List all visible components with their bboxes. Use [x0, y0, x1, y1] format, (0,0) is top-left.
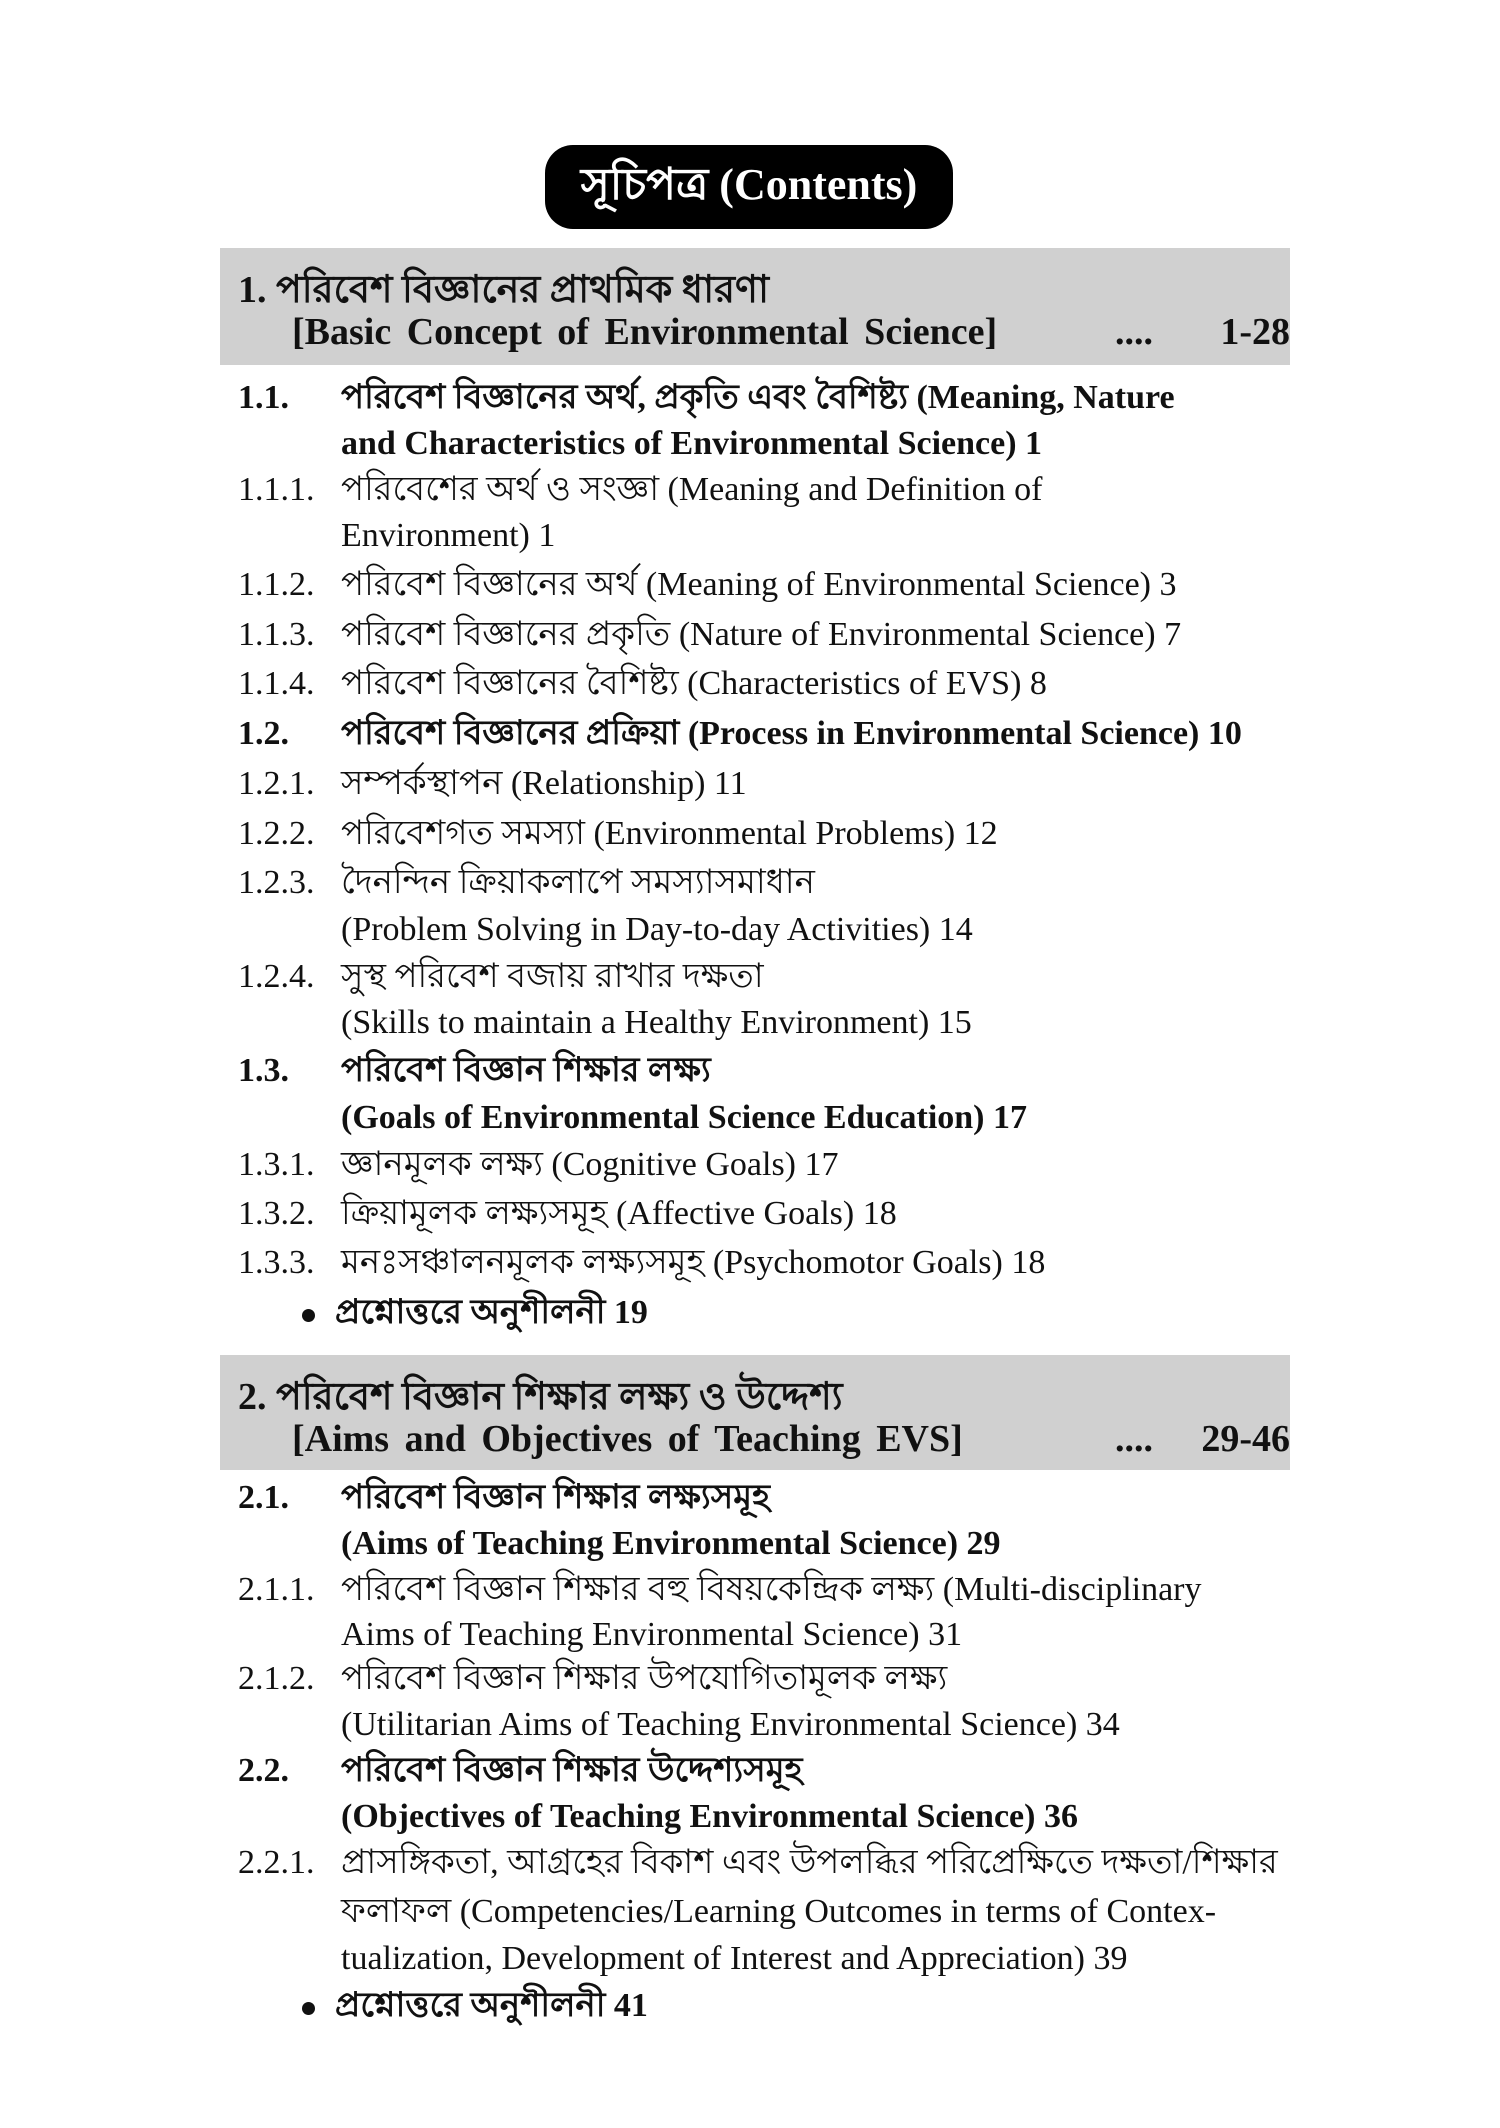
toc-entry-2-1-1-cont: Aims of Teaching Environmental Science) 31	[341, 1616, 963, 1653]
toc-exercise-2[interactable]: প্রশ্নোত্তরে অনুশীলনী 41	[302, 1983, 648, 2029]
toc-entry-1-2-3-cont: (Problem Solving in Day-to-day Activities) 14	[341, 911, 973, 948]
bullet-icon	[302, 2002, 315, 2015]
chapter-header-1[interactable]	[220, 248, 1290, 365]
toc-entry-2-2-1-cont2: tualization, Development of Interest and Appreciation) 39	[341, 1940, 1128, 1977]
toc-entry-1-2-4-cont: (Skills to maintain a Healthy Environment) 15	[341, 1004, 972, 1041]
toc-entry-2-1-2-cont: (Utilitarian Aims of Teaching Environmental Science) 34	[341, 1706, 1120, 1743]
contents-title: সূচিপত্র (Contents)	[545, 145, 953, 229]
toc-entry-2-1-cont: (Aims of Teaching Environmental Science) 29	[341, 1525, 1001, 1562]
toc-entry-1-1-1-cont: Environment) 1	[341, 517, 556, 554]
chapter-title-bn: 1. পরিবেশ বিজ্ঞানের প্রাথমিক ধারণা	[238, 269, 769, 311]
chapter-title-en: [Aims and Objectives of Teaching EVS]	[292, 1418, 963, 1460]
toc-entry-1-3-cont: (Goals of Environmental Science Education) 17	[341, 1099, 1027, 1136]
toc-entry-1-1-cont: and Characteristics of Environmental Science) 1	[341, 425, 1043, 462]
page-range: 1-28	[1220, 311, 1290, 353]
page-range: 29-46	[1201, 1418, 1290, 1460]
chapter-title-en: [Basic Concept of Environmental Science]	[292, 311, 998, 353]
toc-entry-2-2-cont: (Objectives of Teaching Environmental Science) 36	[341, 1798, 1078, 1835]
bullet-icon	[302, 1309, 315, 1322]
chapter-header-2[interactable]	[220, 1355, 1290, 1470]
chapter-title-bn: 2. পরিবেশ বিজ্ঞান শিক্ষার লক্ষ্য ও উদ্দেশ্য	[238, 1376, 843, 1418]
leader-dots: ....	[1115, 1418, 1153, 1460]
toc-entry-2-2-1-cont: ফলাফল (Competencies/Learning Outcomes in terms of Contex-	[341, 1893, 1217, 1930]
leader-dots: ....	[1115, 311, 1153, 353]
toc-exercise-1[interactable]: প্রশ্নোত্তরে অনুশীলনী 19	[302, 1290, 648, 1336]
